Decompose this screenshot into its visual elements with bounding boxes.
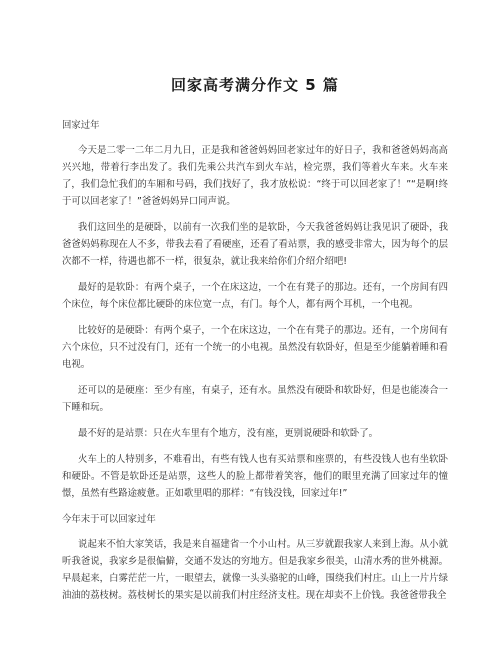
paragraph-6: 最不好的是站票：只在火车里有个地方，没有座，更别说硬卧和软卧了。 — [77, 428, 378, 439]
paragraph-5: 还可以的是硬座：至少有座，有桌子，还有水。虽然没有硬卧和软卧好，但是也能凑合一下睡和玩。 — [62, 385, 448, 413]
paragraph-1: 今天是二零一二年二月九日，正是我和爸爸妈妈回老家过年的好日子，我和爸爸妈妈高高兴兴地，带着行李出发了。我们先乘公共汽车到火车站，检完票，我们等着火车来。火车来了，我们急忙我们的车厢和号码，我们找好了，我才放松说：“终于可以回老家了！”“是啊!终于可以回老家了！”爸爸妈妈异口同声说。 — [62, 145, 448, 207]
paragraph-2: 我们这回坐的是硬卧，以前有一次我们坐的是软卧，今天我爸爸妈妈让我见识了硬卧，我爸爸妈妈称现在人不多，带我去看了看硬座，还看了看站票，我的感受非常大，因为每个的层次都不一样，待遇也都不一样，很复杂，就让我来给你们介绍介绍吧! — [62, 222, 448, 267]
section-heading-2: 今年末于可以回家过年 — [62, 514, 156, 525]
paragraph-8: 说起来不怕大家笑话，我是来自福建省一个小山村。从三岁就跟我家人来到上海。从小就听我爸说，我家乡是很偏僻，交通不发达的穷地方。但是我家乡很美，山清水秀的世外桃源。早晨起来，白雾茫茫一片，一眼望去，就像一头头骆驼的山峰，围绕我们村庄。山上一片片绿油油的荔枝树。荔枝树长的果实是以前我们村庄经济支柱。现在却卖不上价钱。我爸爸带我全 — [62, 539, 448, 601]
paragraph-3: 最好的是软卧：有两个桌子，一个在床这边，一个在有凳子的那边。还有，一个房间有四个床位，每个床位都比硬卧的床位宽一点，有门。每个人，都有两个耳机，一个电视。 — [62, 282, 448, 310]
section-heading-1: 回家过年 — [62, 120, 100, 131]
paragraph-4: 比较好的是硬卧：有两个桌子，一个在床这边，一个在有凳子的那边。还有，一个房间有六个床位，只不过没有门，还有一个统一的小电视。虽然没有软卧好，但是至少能躺着睡和看电视。 — [62, 325, 448, 370]
paragraph-7: 火车上的人特别多，不难看出，有些有钱人也有买站票和座票的，有些没钱人也有坐软卧和硬卧。不管是软卧还是站票，这些人的脸上都带着笑容，他们的眼里充满了回家过年的憧憬，虽然有些路途疲惫。正如歌里唱的那样：“有钱没钱，回家过年!” — [62, 454, 448, 499]
document-title: 回家高考满分作文 5 篇 — [171, 76, 339, 94]
